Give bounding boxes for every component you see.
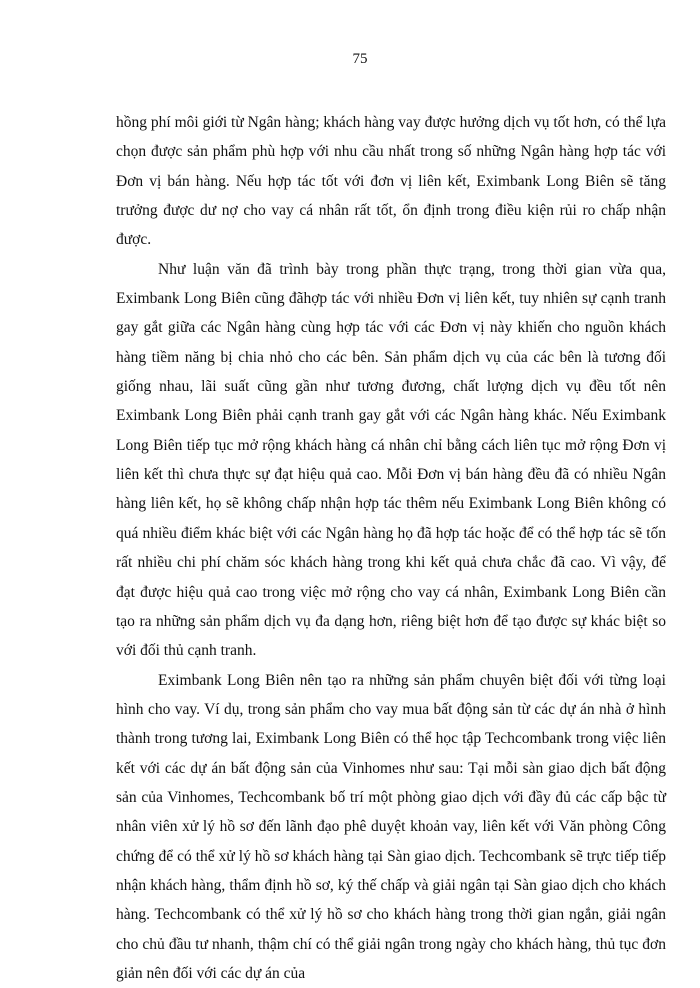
- page-number: 75: [352, 51, 368, 67]
- paragraph-2: Như luận văn đã trình bày trong phần thực trạng, trong thời gian vừa qua, Eximbank Long Biên cũng đãhợp tác với nhiều Đơn vị liên kết, tuy nhiên sự cạnh tranh gay gắt giữa các Ngân hàng cùng hợp tác với các Đơn vị này khiến cho nguồn khách hàng tiềm năng bị chia nhỏ cho các bên. Sản phẩm dịch vụ của các bên là tương đối giống nhau, lãi suất cũng gần như tương đương, chất lượng dịch vụ đều tốt nên Eximbank Long Biên phải cạnh tranh gay gắt với các Ngân hàng khác. Nếu Eximbank Long Biên tiếp tục mở rộng khách hàng cá nhân chỉ bằng cách liên tục mở rộng Đơn vị liên kết thì chưa thực sự đạt hiệu quả cao. Mỗi Đơn vị bán hàng đều đã có nhiều Ngân hàng liên kết, họ sẽ không chấp nhận hợp tác thêm nếu Eximbank Long Biên không có quá nhiều điểm khác biệt với các Ngân hàng họ đã hợp tác hoặc để có thể hợp tác sẽ tốn rất nhiều chi phí chăm sóc khách hàng trong khi kết quả chưa chắc đã cao. Vì vậy, để đạt được hiệu quả cao trong việc mở rộng cho vay cá nhân, Eximbank Long Biên cần tạo ra những sản phẩm dịch vụ đa dạng hơn, riêng biệt hơn để tạo được sự khác biệt so với đối thủ cạnh tranh.: [116, 260, 666, 660]
- body-text: [116, 108, 666, 988]
- paragraph-3: Eximbank Long Biên nên tạo ra những sản phẩm chuyên biệt đối với từng loại hình cho vay. Ví dụ, trong sản phẩm cho vay mua bất động sản từ các dự án nhà ở hình thành trong tương lai, Eximbank Long Biên có thể học tập Techcombank trong việc liên kết với các dự án bất động sản của Vinhomes như sau: Tại mỗi sàn giao dịch bất động sản của Vinhomes, Techcombank bố trí một phòng giao dịch với đầy đủ các cấp bậc từ nhân viên xử lý hồ sơ đến lãnh đạo phê duyệt khoản vay, liên kết với Văn phòng Công chứng để có thể xử lý hồ sơ khách hàng tại Sàn giao dịch. Techcombank sẽ trực tiếp tiếp nhận khách hàng, thẩm định hồ sơ, ký thế chấp và giải ngân tại Sàn giao dịch cho khách hàng. Techcombank có thể xử lý hồ sơ cho khách hàng trong thời gian ngắn, giải ngân cho chủ đầu tư nhanh, thậm chí có thể giải ngân trong ngày cho khách hàng, thủ tục đơn giản nên đối với các dự án của: [116, 671, 666, 982]
- paragraph-1: hồng phí môi giới từ Ngân hàng; khách hàng vay được hưởng dịch vụ tốt hơn, có thể lựa chọn được sản phẩm phù hợp với nhu cầu nhất trong số những Ngân hàng hợp tác với Đơn vị bán hàng. Nếu hợp tác tốt với đơn vị liên kết, Eximbank Long Biên sẽ tăng trưởng được dư nợ cho vay cá nhân rất tốt, ổn định trong điều kiện rủi ro chấp nhận được.: [116, 114, 666, 249]
